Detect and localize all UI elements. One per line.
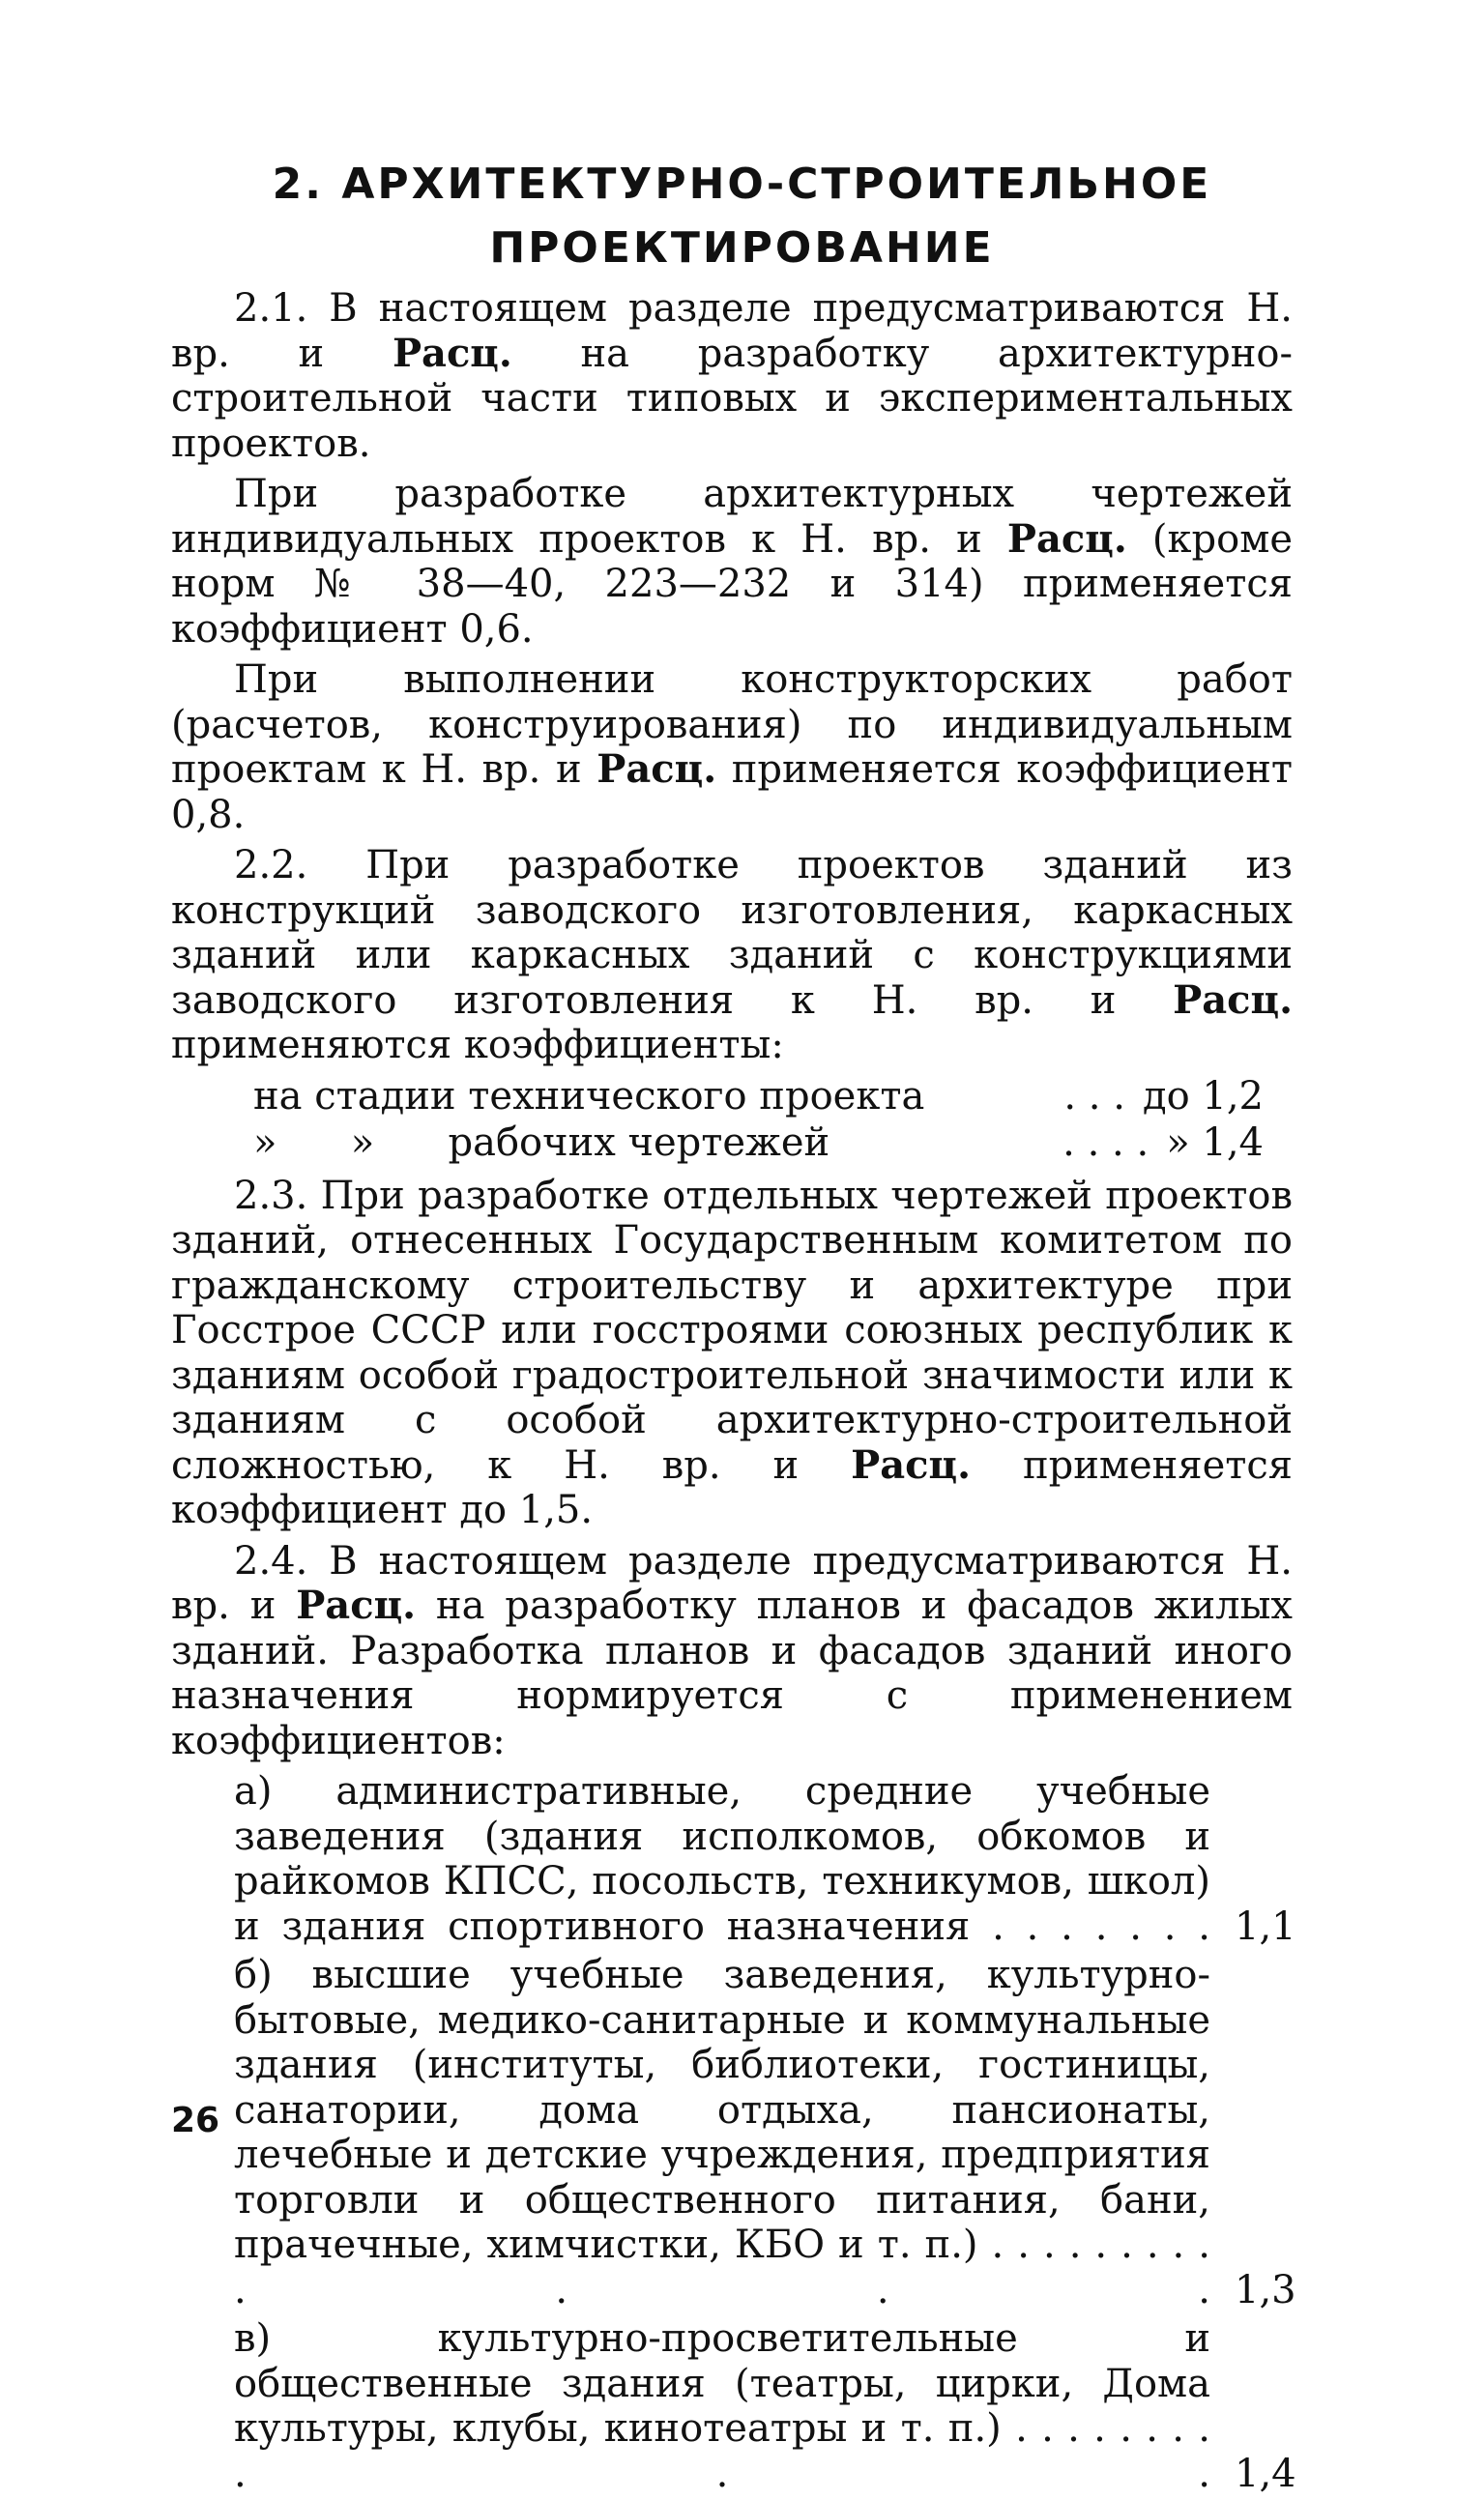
paragraph-2-1-individual <box>171 472 1293 652</box>
paragraph-text: При разработке отдельных чертежей проектов зданий, отнесенных Государственным комитетом по гражданскому строительству и архитектуре при Госстрое СССР или госстроями союзных республик к зданиям особой градостроительной значимости или к зданиям с особой архитектурно-строительной сложностью, к Н. вр. и <box>171 1173 1293 1488</box>
list-item-text: б) высшие учебные заведения, культурно-бытовые, медико-санитарные и коммунальные здания (институты, библиотеки, гостиницы, санатории, дома отдыха, пансионаты, лечебные и детские учреждения, предприятия торговли и общественного питания, бани, прачечные, химчистки, КБО и т. п.) . . . . . . . . . . . . . <box>234 1953 1210 2312</box>
paragraph-text: на разработку архитектурно-строительной части типовых и экспериментальных проектов. <box>171 331 1294 466</box>
section-body <box>171 286 1296 2500</box>
abbr-rasc: Расц. <box>296 1583 417 1628</box>
list-item <box>171 1769 1296 1949</box>
list-item-value: 1,1 <box>1235 1904 1296 1949</box>
coefficient-row <box>171 1074 1293 1119</box>
abbr-rasc: Расц. <box>1173 976 1293 1023</box>
clause-number: 2.2. <box>234 843 308 887</box>
abbr-rasc: Расц. <box>851 1441 971 1488</box>
section-title <box>242 153 1242 280</box>
paragraph-text: В настоящем разделе предусматриваются Н. вр. и <box>171 286 1293 376</box>
paragraph-2-2 <box>171 843 1293 1068</box>
paragraph-2-4 <box>171 1539 1293 1764</box>
paragraph-2-3 <box>171 1174 1293 1533</box>
coefficient-value: » 1,4 <box>1166 1120 1264 1165</box>
title-line-1: 2. АРХИТЕКТУРНО-СТРОИТЕЛЬНОЕ <box>272 160 1212 209</box>
paragraph-text: применяются коэффициенты: <box>171 1023 784 1067</box>
abbr-rasc: Расц. <box>597 746 717 792</box>
coefficient-row <box>171 1120 1293 1166</box>
paragraph-2-1 <box>171 286 1293 466</box>
abbr-rasc: Расц. <box>1006 515 1127 562</box>
paragraph-text: на разработку планов и фасадов жилых зданий. Разработка планов и фасадов зданий иного назначения нормируется с применением коэффициентов: <box>171 1584 1293 1763</box>
paragraph-2-1-structural <box>171 657 1293 837</box>
clause-number: 2.3. <box>234 1173 308 1218</box>
clause-number: 2.1. <box>234 286 308 331</box>
list-item-value: 1,3 <box>1235 2267 1296 2312</box>
paragraph-text: При разработке архитектурных чертежей индивидуальных проектов к Н. вр. и <box>171 472 1293 562</box>
list-item-text: в) культурно-просветительные и общественные здания (театры, цирки, Дома культуры, клубы, кинотеатры и т. п.) . . . . . . . . . . . <box>234 2316 1210 2496</box>
leader-dots: . . . <box>1063 1073 1125 1119</box>
paragraph-text: (кроме норм № 38—40, 223—232 и 314) применяется коэффициент 0,6. <box>171 516 1293 652</box>
coefficient-label: » » рабочих чертежей <box>253 1120 830 1165</box>
paragraph-text: применяется коэффициент 0,8. <box>171 747 1294 837</box>
paragraph-text: При выполнении конструкторских работ (расчетов, конструирования) по индивидуальным проектам к Н. вр. и <box>171 657 1293 792</box>
paragraph-text: В настоящем разделе предусматриваются Н. вр. и <box>171 1538 1293 1628</box>
paragraph-text: При разработке проектов зданий из конструкций заводского изготовления, каркасных зданий или каркасных зданий с конструкциями заводского изготовления к Н. вр. и <box>171 843 1293 1023</box>
page-number: 26 <box>171 2101 220 2140</box>
paragraph-text: применяется коэффициент до 1,5. <box>171 1442 1293 1532</box>
title-line-2: ПРОЕКТИРОВАНИЕ <box>489 223 995 273</box>
coefficient-label: на стадии технического проекта <box>253 1073 925 1119</box>
list-item-value: 1,4 <box>1235 2451 1296 2496</box>
clause-number: 2.4. <box>234 1538 308 1584</box>
abbr-rasc: Расц. <box>392 330 512 376</box>
list-item-text: а) административные, средние учебные заведения (здания исполкомов, обкомов и райкомов КПСС, посольств, техникумов, школ) и здания спортивного назначения . . . . . . . <box>234 1769 1210 1949</box>
coefficient-value: до 1,2 <box>1142 1073 1264 1119</box>
leader-dots: . . . . <box>1062 1120 1149 1165</box>
list-item <box>171 2316 1296 2496</box>
list-item <box>171 1953 1296 2312</box>
